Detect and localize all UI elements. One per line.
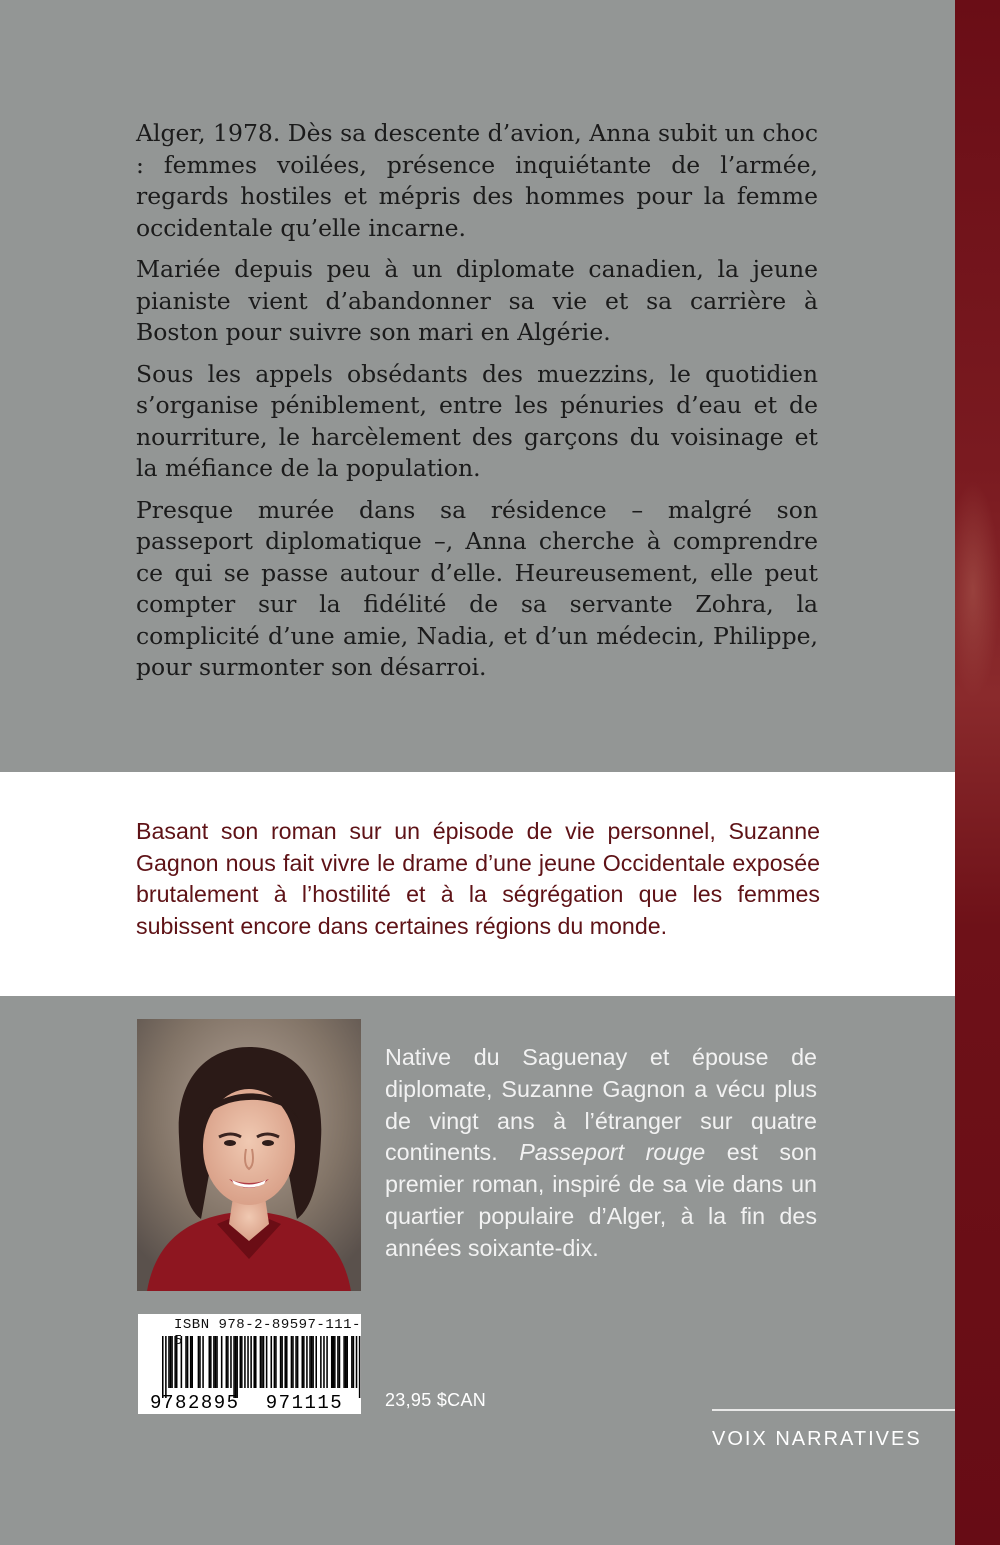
barcode-bar <box>162 1336 164 1398</box>
barcode-bar <box>171 1336 173 1388</box>
barcode-digits: 971115 <box>265 1392 344 1414</box>
author-bio-rest: est son premier roman, inspiré de sa vie dans un quartier populaire d’Alger, à la fin des années soixante-dix. <box>385 1139 817 1261</box>
barcode-bar <box>170 1336 172 1388</box>
collection-name: VOIX NARRATIVES <box>712 1428 922 1450</box>
author-portrait-icon <box>137 1019 361 1291</box>
barcode-digits: 9 <box>150 1392 163 1414</box>
book-title: Passeport rouge <box>519 1139 706 1166</box>
synopsis-paragraph-3: Sous les appels obsédants des muezzins, le quotidien s’organise péniblement, entre les pénuries d’eau et de nourriture, le harcèlement des garçons du voisinage et la méfiance de la population. <box>136 359 818 482</box>
author-bio-intro: Native du Saguenay et épouse de diplomate, Suzanne Gagnon a vécu plus de vingt ans à l’étranger sur quatre continents. <box>385 1044 817 1166</box>
blurb-text: Basant son roman sur un épisode de vie personnel, Suzanne Gagnon nous fait vivre le drame d’une jeune Occidentale exposée brutalement à l’hostilité et à la ségrégation que les femmes subissent encore dans certaines régions du monde. <box>136 818 820 939</box>
barcode-bar <box>168 1336 170 1388</box>
author-bio <box>385 1042 817 1265</box>
barcode-digits: 782895 <box>162 1392 240 1414</box>
synopsis-paragraph-4: Presque murée dans sa résidence – malgré son passeport diplomatique –, Anna cherche à comprendre ce qui se passe autour d’elle. Heureusement, elle peut compter sur la fidélité de sa servante Zohra, la complicité d’une amie, Nadia, et d’un médecin, Philippe, pour surmonter son désarroi. <box>136 495 818 681</box>
author-photo <box>137 1019 361 1291</box>
spine-edge <box>955 0 1000 1545</box>
synopsis <box>136 118 818 694</box>
synopsis-paragraph-2: Mariée depuis peu à un diplomate canadien, la jeune pianiste vient d’abandonner sa vie et sa carrière à Boston pour suivre son mari en Algérie. <box>136 255 818 346</box>
price: 23,95 $CAN <box>385 1390 487 1410</box>
synopsis-paragraph-1: Alger, 1978. Dès sa descente d’avion, Anna subit un choc : femmes voilées, présence inquiétante de l’armée, regards hostiles et mépris des hommes pour la femme occidentale qu’elle incarne. <box>136 119 818 242</box>
barcode <box>138 1314 361 1414</box>
spine-emblem <box>955 480 1000 700</box>
isbn-label: ISBN 978-2-89597-111-5 <box>174 1317 361 1349</box>
barcode-bar <box>165 1336 167 1398</box>
collection-rule <box>712 1409 955 1411</box>
blurb-band <box>0 772 955 996</box>
